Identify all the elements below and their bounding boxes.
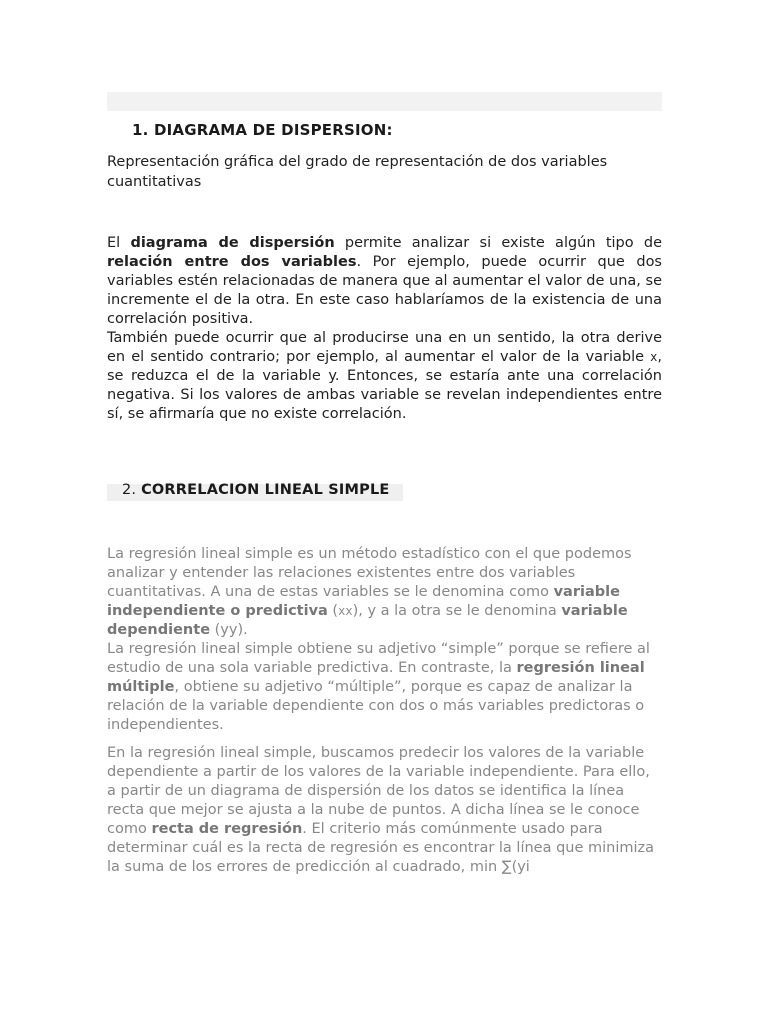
bold-term: variable dependiente bbox=[107, 603, 628, 638]
section-1-body bbox=[107, 234, 662, 424]
section-1-intro: Representación gráfica del grado de representación de dos variables cuantitativas bbox=[107, 154, 608, 190]
header-band bbox=[107, 92, 662, 111]
section-2-title: CORRELACION LINEAL SIMPLE bbox=[141, 482, 390, 498]
text-run: La regresión lineal simple obtiene su adjetivo “simple” porque se refiere al estudio de una sola variable predictiva. En contraste, la bbox=[107, 641, 650, 676]
text-run: En la regresión lineal simple, buscamos predecir los valores de la variable dependiente a partir de los valores de la variable independiente. Para ello, a partir de un diagrama de dispersión de los datos se identifica la línea recta que mejor se ajusta a la nube de puntos. A dicha línea se le conoce como bbox=[107, 745, 650, 837]
paragraph bbox=[107, 234, 662, 329]
bold-term: recta de regresión bbox=[151, 821, 303, 837]
text-run: permite analizar si existe algún tipo de bbox=[334, 235, 662, 251]
text-run: (yy). bbox=[210, 622, 248, 638]
text-run: ( bbox=[327, 603, 339, 619]
paragraph bbox=[107, 329, 662, 424]
paragraph bbox=[107, 744, 655, 877]
section-2-heading bbox=[122, 482, 390, 498]
text-run: La regresión lineal simple es un método estadístico con el que podemos analizar y entender las relaciones existentes entre dos variables cuantitativas. A una de estas variables se le denomina como bbox=[107, 546, 632, 600]
section-1-title: DIAGRAMA DE DISPERSION: bbox=[153, 121, 393, 139]
bold-term: diagrama de dispersión bbox=[130, 235, 335, 251]
bold-term: relación entre dos variables bbox=[107, 254, 357, 270]
section-2-number: 2. bbox=[122, 482, 137, 498]
text-run: . El criterio más comúnmente usado para determinar cuál es la recta de regresión es encontrar la línea que minimiza la suma de los errores de predicción al cuadrado, min ∑(yi bbox=[107, 821, 655, 875]
text-run: , obtiene su adjetivo “múltiple”, porque es capaz de analizar la relación de la variable dependiente con dos o más variables predictoras o independientes. bbox=[107, 679, 645, 733]
math-variable: xx bbox=[338, 604, 353, 618]
text-run: , se reduzca el de la variable y. Entonces, se estaría ante una correlación negativa. Si los valores de ambas variable se revelan independientes entre sí, se afirmaría que no existe correlación. bbox=[107, 349, 662, 422]
text-run: . Por ejemplo, puede ocurrir que dos variables estén relacionadas de manera que al aumentar el valor de una, se incremente el de la otra. En este caso hablaríamos de la existencia de una correlación positiva. bbox=[107, 254, 662, 327]
bold-term: regresión lineal múltiple bbox=[107, 660, 645, 695]
section-1-heading bbox=[132, 121, 393, 139]
math-variable: x bbox=[650, 350, 658, 364]
bold-term: variable independiente o predictiva bbox=[107, 584, 620, 619]
section-1-number: 1. bbox=[132, 121, 149, 139]
text-run: ), y a la otra se le denomina bbox=[352, 603, 562, 619]
section-2-body bbox=[107, 545, 655, 886]
text-run: El bbox=[107, 235, 131, 251]
text-run: También puede ocurrir que al producirse una en un sentido, la otra derive en el sentido contrario; por ejemplo, al aumentar el valor de la variable bbox=[107, 330, 662, 365]
paragraph bbox=[107, 545, 655, 735]
